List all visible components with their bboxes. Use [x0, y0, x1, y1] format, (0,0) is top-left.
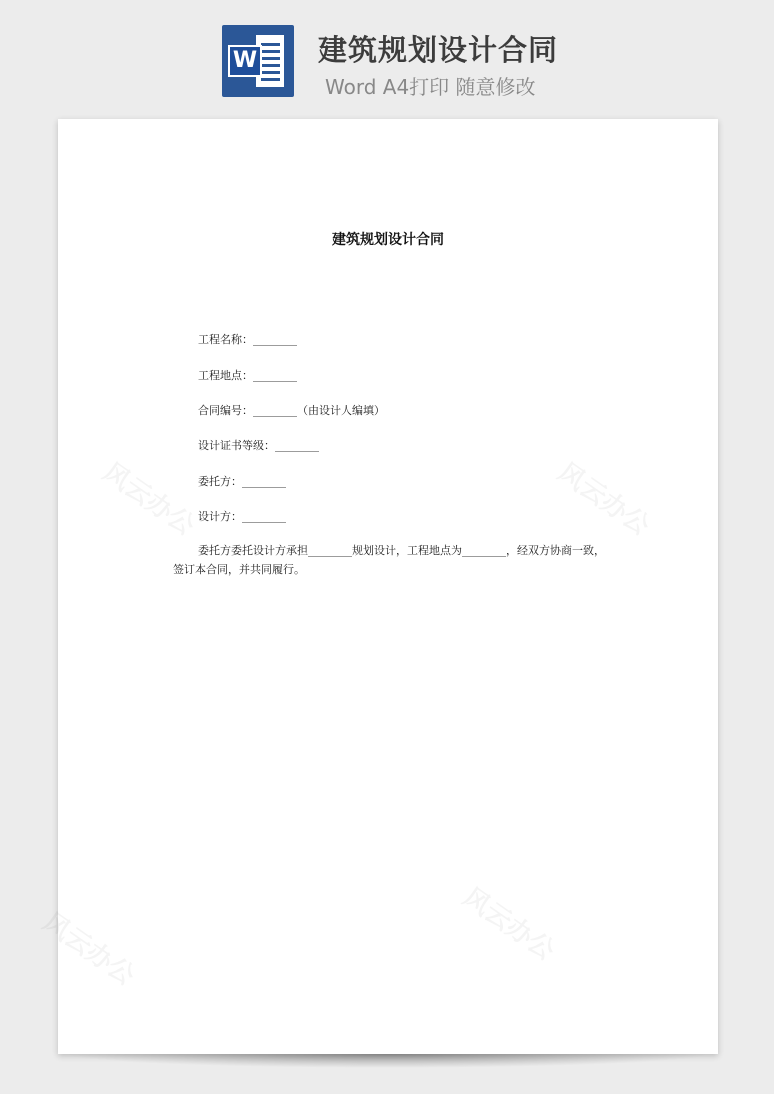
watermark	[37, 903, 143, 993]
field-designer: 设计方：________	[198, 510, 286, 523]
field-certificate-level: 设计证书等级：________	[198, 439, 319, 452]
watermark	[457, 878, 563, 968]
banner-subtitle: Word A4打印 随意修改	[325, 75, 536, 99]
document-page	[58, 119, 718, 1054]
field-project-location: 工程地点：________	[198, 369, 297, 382]
banner-title: 建筑规划设计合同	[318, 33, 559, 67]
watermark	[552, 453, 658, 543]
contract-paragraph: 委托方委托设计方承担________规划设计，工程地点为________，经双方协商一致，签订本合同，并共同履行。	[173, 544, 605, 576]
word-logo-icon	[222, 25, 294, 97]
banner-header	[0, 0, 774, 118]
document-title: 建筑规划设计合同	[332, 232, 444, 248]
watermark	[97, 453, 203, 543]
logo-letter: W	[228, 45, 262, 77]
field-project-name: 工程名称：________	[198, 333, 297, 346]
field-contract-number: 合同编号：________（由设计人编填）	[198, 404, 385, 417]
field-client: 委托方：________	[198, 475, 286, 488]
